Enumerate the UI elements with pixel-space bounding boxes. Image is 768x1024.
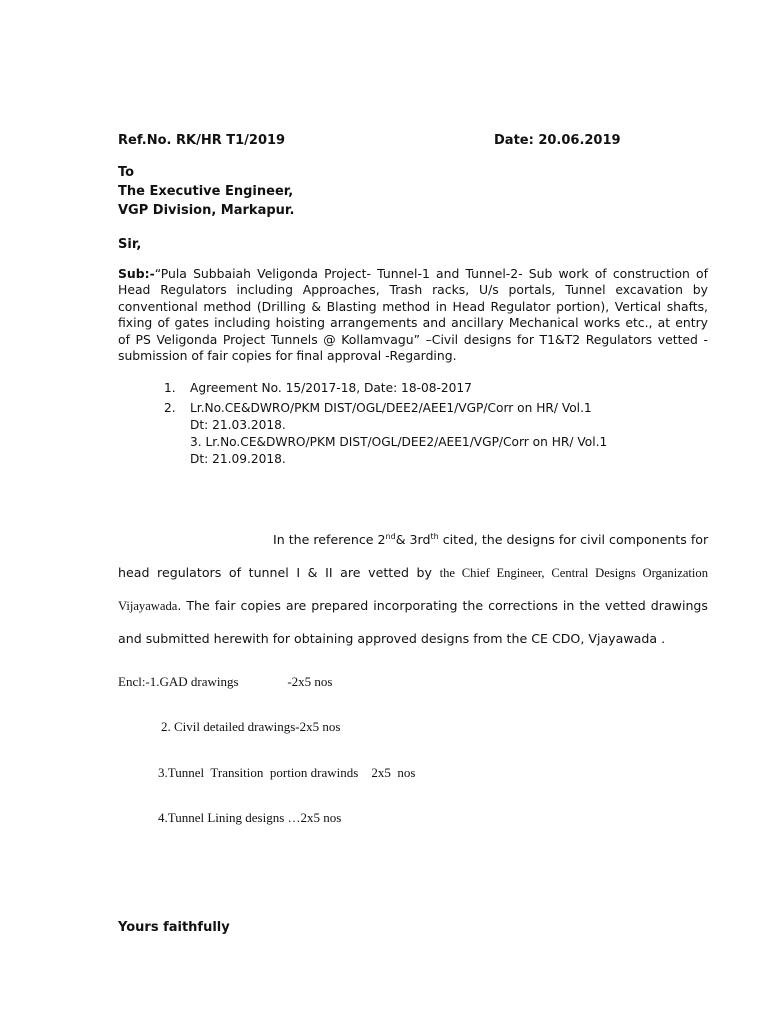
enclosure-item-3: 3.Tunnel Transition portion drawinds 2x5 nos — [158, 765, 416, 780]
reference-date-3: Dt: 21.09.2018. — [190, 452, 286, 466]
body-text-segment: . The fair copies are prepared incorporating the corrections in the vetted drawings — [177, 598, 708, 613]
addressee-division: VGP Division, Markapur. — [118, 203, 295, 218]
body-text-segment: cited, the designs for civil components for — [438, 532, 709, 547]
body-text-segment: In the reference 2 — [273, 532, 386, 547]
subject-label: Sub:- — [118, 266, 155, 281]
reference-list — [164, 380, 607, 468]
body-line-1 — [118, 530, 708, 563]
reference-number-2: 2. — [164, 401, 176, 415]
body-paragraph — [118, 530, 708, 662]
body-line-4: and submitted herewith for obtaining approved designs from the CE CDO, Vjayawada . — [118, 631, 666, 646]
to-label: To — [118, 165, 135, 180]
addressee-block — [118, 163, 294, 220]
reference-number: Ref.No. RK/HR T1/2019 — [118, 133, 286, 148]
enclosure-item-4: 4.Tunnel Lining designs …2x5 nos — [158, 810, 342, 825]
letter-date: Date: 20.06.2019 — [494, 133, 621, 148]
reference-date-2: Dt: 21.03.2018. — [190, 418, 286, 432]
body-text-segment: the Chief Engineer, Central Designs Organization — [439, 566, 708, 580]
enclosure-item-2: 2. Civil detailed drawings-2x5 nos — [161, 719, 341, 734]
body-text-segment: head regulators of tunnel I & II are vetted by — [118, 565, 440, 580]
superscript-nd: nd — [385, 531, 396, 541]
superscript-th: th — [430, 531, 439, 541]
reference-item — [164, 400, 607, 417]
enclosure-item-1: Encl:-1.GAD drawings -2x5 nos — [118, 674, 333, 689]
subject-paragraph — [118, 266, 708, 364]
body-text-segment: Vijayawada — [118, 599, 178, 613]
body-line-3 — [118, 596, 708, 629]
reference-item — [164, 434, 607, 451]
reference-text-3: Lr.No.CE&DWRO/PKM DIST/OGL/DEE2/AEE1/VGP/Corr on HR/ Vol.1 — [205, 435, 608, 449]
salutation: Sir, — [118, 237, 142, 252]
body-line-2 — [118, 563, 708, 596]
reference-item — [164, 380, 607, 397]
reference-number-1: 1. — [164, 381, 176, 395]
closing-line: Yours faithfully — [118, 920, 230, 935]
reference-text-1: Agreement No. 15/2017-18, Date: 18-08-2017 — [190, 381, 472, 395]
body-text-segment: & 3rd — [395, 532, 431, 547]
addressee-designation: The Executive Engineer, — [118, 184, 294, 199]
reference-text-2: Lr.No.CE&DWRO/PKM DIST/OGL/DEE2/AEE1/VGP/Corr on HR/ Vol.1 — [190, 401, 592, 415]
reference-number-3: 3. — [190, 435, 202, 449]
subject-text: “Pula Subbaiah Veligonda Project- Tunnel-1 and Tunnel-2- Sub work of construction of Head Regulators including Approaches, Trash racks, U/s portals, Tunnel excavation by conventional method (Drilling & Blasting method in Head Regulator portion), Vertical shafts, fixing of gates including hoisting arrangements and ancillary Mechanical works etc., at entry of PS Veligonda Project Tunnels @ Kollamvagu” –Civil designs for T1&T2 Regulators vetted - submission of fair copies for final approval -Regarding. — [118, 266, 708, 364]
